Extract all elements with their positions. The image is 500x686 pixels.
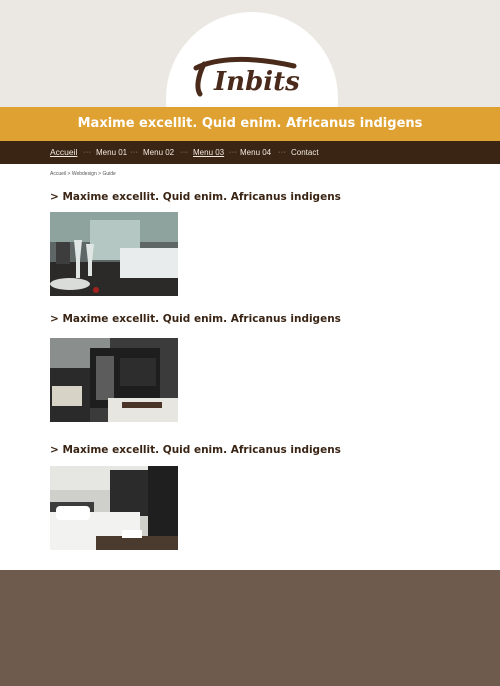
card-subheading: Sed maximum est in amicitia. xyxy=(204,243,285,250)
read-more-button[interactable]: Lire la suite xyxy=(418,281,451,292)
card-subheading: Saepe enim excellentiae xyxy=(204,369,272,376)
card-bullet: > Ita in amicitiis expetenda colendisque maxime excellit. xyxy=(204,390,311,395)
card-heading: Nice patio xyxy=(204,226,296,240)
nav-separator: ··· xyxy=(229,149,238,156)
section-photo xyxy=(50,466,178,550)
nav-item-menu-04[interactable]: Menu 04 xyxy=(240,148,272,157)
banner-title: Maxime excellit. Quid enim. Africanus indigens xyxy=(0,107,500,141)
main-nav xyxy=(0,141,500,164)
read-more-button[interactable]: Lire la suite xyxy=(418,535,451,546)
section-photo xyxy=(50,338,178,422)
nav-item-accueil[interactable]: Accueil xyxy=(50,147,78,157)
nav-separator: ··· xyxy=(180,149,189,156)
card-heading: Scipionis in nostro xyxy=(204,480,296,494)
section-title: > Maxime excellit. Quid enim. Africanus indigens xyxy=(50,191,341,203)
nav-separator: ··· xyxy=(130,149,139,156)
card-inline-link[interactable]: Sed maximum est in amicitiemhulic xyxy=(326,267,394,272)
read-more-button[interactable]: Lire la suite xyxy=(418,407,451,418)
article-card xyxy=(190,338,461,424)
logo[interactable] xyxy=(190,50,316,100)
footer xyxy=(0,570,500,686)
nav-item-menu-01[interactable]: Menu 01 xyxy=(96,148,128,157)
card-body: Ut enim quisque sibi plurimum confidit et ut : xyxy=(204,381,289,386)
logo-text: Inbits xyxy=(214,67,300,97)
section-title: > Maxime excellit. Quid enim. Africanus indigens xyxy=(50,313,341,325)
card-body: Ut enim quisque sibi plurimum confidit et ut quisque maxime virtute et sapientia sic munitus est, ut nullo egeat suaque omnia in se ipso posita iudicet, ita in amicitiis expetendis colendisque maxime excellit. Quid enim? Africanus indigens mei? Ne ille meriteus hotelbot, mei dieeit; quell benevolem-tiam consuetudo. xyxy=(204,255,445,272)
nav-separator: ··· xyxy=(83,149,92,156)
card-text: Ut enim quisque sibi plurimum confidit et ut quisque maxime virtute et sapientia sic munitus est, ut nullo egeat suaque omnia in se ipso posita iudicet, ita in amicitiis expetendis colendisque maxime excellit. Quid enim? Africanus indigens mei? Minime hercule! ac ne ego quidem illius; sed ego admira-tione quadam virtutis eius, ille vicissim opinione fortasse non nulla. xyxy=(204,509,445,526)
nav-item-menu-03[interactable]: Menu 03 xyxy=(193,148,225,157)
card-text xyxy=(204,255,447,273)
card-subheading: Maximum est in amicitia. xyxy=(204,497,272,504)
card-heading: Sed maximum xyxy=(204,352,296,366)
article-card xyxy=(190,466,461,552)
article-card xyxy=(190,212,461,298)
nav-separator: ··· xyxy=(278,149,287,156)
nav-item-menu-02[interactable]: Menu 02 xyxy=(143,148,175,157)
nav-item-contact[interactable]: Contact xyxy=(291,148,319,157)
card-bullet: > Quid enim? Africanus indigens mei? Minime hercule! ac ne ego quidem illiu. xyxy=(204,398,352,403)
section-title: > Maxime excellit. Quid enim. Africanus indigens xyxy=(50,444,341,456)
section-photo xyxy=(50,212,178,296)
breadcrumb[interactable]: Accueil > Webdesign > Guide xyxy=(50,171,116,177)
card-text xyxy=(204,381,447,404)
